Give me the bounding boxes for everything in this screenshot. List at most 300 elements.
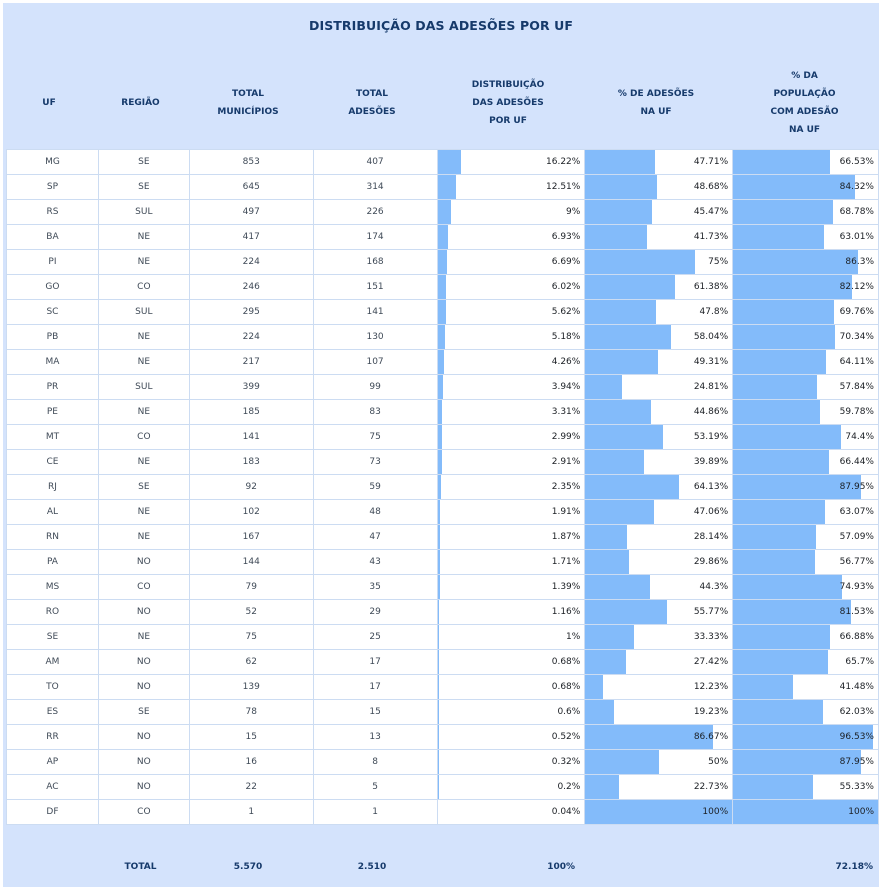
cell-uf: AM <box>7 650 99 675</box>
cell-pct-populacao <box>733 300 879 325</box>
cell-pct-populacao <box>733 450 879 475</box>
cell-pct-populacao <box>733 525 879 550</box>
column-header-uf[interactable]: UF <box>42 98 56 108</box>
pct-adesoes-bar-label: 86.67% <box>693 732 729 742</box>
cell-pct-populacao <box>733 700 879 725</box>
cell-uf: PA <box>7 550 99 575</box>
pct-adesoes-bar-label: 41.73% <box>693 232 729 242</box>
distribuicao-bar-label: 3.94% <box>551 382 581 392</box>
distribuicao-bar-label: 1.87% <box>551 532 581 542</box>
cell-regiao: NE <box>98 525 189 550</box>
cell-distribuicao <box>437 475 585 500</box>
cell-regiao: SE <box>98 150 189 175</box>
pct-populacao-bar-label: 55.33% <box>839 782 874 792</box>
pct-adesoes-bar <box>585 275 675 299</box>
pct-populacao-bar <box>733 675 793 699</box>
cell-pct-populacao <box>733 625 879 650</box>
cell-pct-populacao <box>733 725 879 750</box>
cell-pct-adesoes <box>585 775 733 800</box>
cell-pct-populacao <box>733 325 879 350</box>
cell-distribuicao <box>437 400 585 425</box>
pct-adesoes-bar <box>585 325 670 349</box>
table-row[interactable] <box>7 675 879 700</box>
distribuicao-bar-label: 4.26% <box>551 357 581 367</box>
pct-populacao-bar-label: 65.7% <box>845 657 874 667</box>
pct-adesoes-bar <box>585 450 644 474</box>
distribuicao-bar-label: 5.18% <box>551 332 581 342</box>
cell-total-adesoes: 83 <box>313 400 437 425</box>
pct-populacao-bar-label: 82.12% <box>839 282 874 292</box>
distribuicao-bar <box>438 500 441 524</box>
cell-regiao: NO <box>98 750 189 775</box>
cell-total-adesoes: 314 <box>313 175 437 200</box>
cell-regiao: NO <box>98 600 189 625</box>
column-header-pct-populacao[interactable]: % DA POPULAÇÃO COM ADESÃO NA UF <box>770 71 839 135</box>
pct-adesoes-bar-label: 48.68% <box>693 182 729 192</box>
distribuicao-bar-label: 0.2% <box>557 782 581 792</box>
cell-total-municipios: 102 <box>189 500 313 525</box>
cell-pct-adesoes <box>585 475 733 500</box>
cell-regiao: CO <box>98 575 189 600</box>
cell-uf: TO <box>7 675 99 700</box>
cell-distribuicao <box>437 650 585 675</box>
pct-adesoes-bar-label: 53.19% <box>693 432 729 442</box>
pct-adesoes-bar-label: 55.77% <box>693 607 729 617</box>
cell-total-adesoes: 174 <box>313 225 437 250</box>
pct-populacao-bar-label: 63.01% <box>839 232 874 242</box>
table-row[interactable] <box>7 325 879 350</box>
cell-total-adesoes: 59 <box>313 475 437 500</box>
distribuicao-bar-label: 6.93% <box>551 232 581 242</box>
cell-total-adesoes: 15 <box>313 700 437 725</box>
pct-populacao-bar-label: 57.84% <box>839 382 874 392</box>
pct-adesoes-bar-label: 47.8% <box>699 307 729 317</box>
cell-total-adesoes: 43 <box>313 550 437 575</box>
cell-regiao: NO <box>98 550 189 575</box>
cell-total-adesoes: 1 <box>313 800 437 825</box>
cell-total-municipios: 79 <box>189 575 313 600</box>
distribuicao-bar-label: 1.91% <box>551 507 581 517</box>
table-row[interactable] <box>7 775 879 800</box>
cell-total-municipios: 853 <box>189 150 313 175</box>
distribuicao-bar <box>438 200 451 224</box>
cell-uf: RJ <box>7 475 99 500</box>
distribuicao-bar-label: 0.04% <box>551 807 581 817</box>
cell-uf: AL <box>7 500 99 525</box>
table-row[interactable] <box>7 625 879 650</box>
data-table <box>6 149 879 825</box>
cell-distribuicao <box>437 775 585 800</box>
cell-total-municipios: 246 <box>189 275 313 300</box>
cell-total-adesoes: 168 <box>313 250 437 275</box>
cell-total-adesoes: 226 <box>313 200 437 225</box>
pct-populacao-bar-label: 56.77% <box>839 557 874 567</box>
pct-adesoes-bar <box>585 550 629 574</box>
cell-pct-adesoes <box>585 325 733 350</box>
pct-populacao-bar <box>733 300 834 324</box>
cell-pct-adesoes <box>585 550 733 575</box>
pct-populacao-bar <box>733 625 830 649</box>
pct-adesoes-bar-label: 22.73% <box>693 782 729 792</box>
cell-distribuicao <box>437 725 585 750</box>
cell-regiao: NE <box>98 500 189 525</box>
cell-distribuicao <box>437 800 585 825</box>
cell-pct-populacao <box>733 225 879 250</box>
cell-pct-populacao <box>733 350 879 375</box>
cell-pct-adesoes <box>585 250 733 275</box>
table-row[interactable] <box>7 400 879 425</box>
distribuicao-bar-label: 1.16% <box>551 607 581 617</box>
cell-total-municipios: 399 <box>189 375 313 400</box>
pct-adesoes-bar <box>585 750 658 774</box>
cell-total-municipios: 497 <box>189 200 313 225</box>
cell-uf: PR <box>7 375 99 400</box>
pct-adesoes-bar <box>585 625 634 649</box>
table-row[interactable] <box>7 350 879 375</box>
cell-distribuicao <box>437 675 585 700</box>
pct-populacao-bar-label: 87.95% <box>839 757 874 767</box>
table-row[interactable] <box>7 250 879 275</box>
pct-populacao-bar <box>733 600 851 624</box>
cell-pct-adesoes <box>585 750 733 775</box>
column-header-regiao[interactable]: REGIÃO <box>121 98 160 108</box>
cell-uf: MT <box>7 425 99 450</box>
cell-total-adesoes: 8 <box>313 750 437 775</box>
pct-adesoes-bar-label: 64.13% <box>693 482 729 492</box>
table-row[interactable] <box>7 300 879 325</box>
table-row[interactable] <box>7 575 879 600</box>
distribuicao-bar-label: 0.52% <box>551 732 581 742</box>
pct-populacao-bar <box>733 400 820 424</box>
cell-regiao: NE <box>98 350 189 375</box>
pct-populacao-bar <box>733 450 829 474</box>
distribuicao-bar <box>438 625 439 649</box>
cell-pct-adesoes <box>585 725 733 750</box>
table-row[interactable] <box>7 200 879 225</box>
distribuicao-bar-label: 0.68% <box>551 682 581 692</box>
cell-regiao: CO <box>98 800 189 825</box>
pct-adesoes-bar <box>585 425 663 449</box>
pct-adesoes-bar-label: 28.14% <box>693 532 729 542</box>
pct-populacao-bar-label: 64.11% <box>839 357 874 367</box>
pct-adesoes-bar <box>585 500 654 524</box>
pct-adesoes-bar-label: 75% <box>708 257 729 267</box>
pct-adesoes-bar-label: 19.23% <box>693 707 729 717</box>
cell-regiao: SE <box>98 475 189 500</box>
table-container <box>3 3 879 887</box>
pct-populacao-bar <box>733 275 852 299</box>
cell-regiao: SUL <box>98 300 189 325</box>
cell-total-municipios: 185 <box>189 400 313 425</box>
pct-populacao-bar-label: 41.48% <box>839 682 874 692</box>
table-row[interactable] <box>7 525 879 550</box>
table-row[interactable] <box>7 375 879 400</box>
cell-pct-adesoes <box>585 675 733 700</box>
cell-pct-adesoes <box>585 175 733 200</box>
cell-total-adesoes: 5 <box>313 775 437 800</box>
cell-pct-adesoes <box>585 575 733 600</box>
cell-regiao: NO <box>98 775 189 800</box>
pct-adesoes-bar <box>585 475 679 499</box>
pct-adesoes-bar <box>585 250 695 274</box>
cell-uf: BA <box>7 225 99 250</box>
cell-uf: AP <box>7 750 99 775</box>
pct-adesoes-bar-label: 47.71% <box>693 157 729 167</box>
table-row[interactable] <box>7 225 879 250</box>
distribuicao-bar-label: 0.68% <box>551 657 581 667</box>
cell-distribuicao <box>437 425 585 450</box>
pct-populacao-bar <box>733 500 824 524</box>
table-row[interactable] <box>7 275 879 300</box>
cell-pct-populacao <box>733 275 879 300</box>
table-row[interactable] <box>7 475 879 500</box>
pct-populacao-bar <box>733 375 817 399</box>
pct-populacao-bar-label: 86.3% <box>845 257 874 267</box>
cell-regiao: SUL <box>98 375 189 400</box>
pct-populacao-bar-label: 74.93% <box>839 582 874 592</box>
column-header-pct-adesoes[interactable]: % DE ADESÕES NA UF <box>617 89 695 117</box>
pct-populacao-bar <box>733 575 842 599</box>
cell-distribuicao <box>437 375 585 400</box>
cell-pct-adesoes <box>585 300 733 325</box>
distribuicao-bar-label: 12.51% <box>546 182 581 192</box>
pct-adesoes-bar <box>585 600 667 624</box>
cell-distribuicao <box>437 325 585 350</box>
cell-distribuicao <box>437 175 585 200</box>
pct-adesoes-bar <box>585 175 656 199</box>
pct-adesoes-bar-label: 24.81% <box>693 382 729 392</box>
cell-pct-populacao <box>733 550 879 575</box>
pct-populacao-bar-label: 81.53% <box>839 607 874 617</box>
pct-populacao-bar <box>733 425 841 449</box>
cell-regiao: NE <box>98 400 189 425</box>
pct-populacao-bar <box>733 325 835 349</box>
cell-distribuicao <box>437 550 585 575</box>
pct-adesoes-bar-label: 44.86% <box>693 407 729 417</box>
table-row[interactable] <box>7 725 879 750</box>
pct-populacao-bar-label: 68.78% <box>839 207 874 217</box>
cell-uf: RO <box>7 600 99 625</box>
pct-adesoes-bar-label: 12.23% <box>693 682 729 692</box>
pct-populacao-bar <box>733 650 828 674</box>
distribuicao-bar <box>438 675 439 699</box>
cell-total-adesoes: 407 <box>313 150 437 175</box>
pct-adesoes-bar-label: 49.31% <box>693 357 729 367</box>
pct-populacao-bar <box>733 550 815 574</box>
pct-populacao-bar-label: 66.88% <box>839 632 874 642</box>
cell-pct-adesoes <box>585 200 733 225</box>
pct-populacao-bar-label: 100% <box>848 807 874 817</box>
cell-total-municipios: 417 <box>189 225 313 250</box>
pct-populacao-bar-label: 63.07% <box>839 507 874 517</box>
cell-distribuicao <box>437 750 585 775</box>
cell-uf: AC <box>7 775 99 800</box>
table-row[interactable] <box>7 425 879 450</box>
cell-pct-populacao <box>733 375 879 400</box>
cell-uf: SP <box>7 175 99 200</box>
cell-uf: PE <box>7 400 99 425</box>
cell-distribuicao <box>437 525 585 550</box>
distribuicao-bar-label: 3.31% <box>551 407 581 417</box>
table-row[interactable] <box>7 700 879 725</box>
cell-regiao: SUL <box>98 200 189 225</box>
table-row[interactable] <box>7 500 879 525</box>
pct-adesoes-bar <box>585 575 650 599</box>
distribuicao-bar <box>438 575 440 599</box>
cell-uf: GO <box>7 275 99 300</box>
cell-total-municipios: 645 <box>189 175 313 200</box>
cell-pct-adesoes <box>585 650 733 675</box>
cell-total-adesoes: 29 <box>313 600 437 625</box>
cell-regiao: NE <box>98 450 189 475</box>
cell-pct-populacao <box>733 800 879 825</box>
cell-distribuicao <box>437 150 585 175</box>
pct-populacao-bar-label: 84.32% <box>839 182 874 192</box>
table-row[interactable] <box>7 450 879 475</box>
pct-adesoes-bar <box>585 775 618 799</box>
table-row[interactable] <box>7 550 879 575</box>
cell-regiao: NE <box>98 250 189 275</box>
cell-pct-populacao <box>733 425 879 450</box>
column-header-total-adesoes[interactable]: TOTAL ADESÕES <box>348 89 396 117</box>
cell-uf: RS <box>7 200 99 225</box>
cell-pct-adesoes <box>585 450 733 475</box>
cell-distribuicao <box>437 275 585 300</box>
cell-regiao: SE <box>98 700 189 725</box>
pct-adesoes-bar-label: 58.04% <box>693 332 729 342</box>
pct-adesoes-bar <box>585 375 621 399</box>
cell-pct-adesoes <box>585 425 733 450</box>
distribuicao-bar-label: 6.02% <box>551 282 581 292</box>
cell-total-adesoes: 107 <box>313 350 437 375</box>
cell-regiao: CO <box>98 275 189 300</box>
total-adesoes: 2.510 <box>357 862 387 872</box>
pct-populacao-bar-label: 74.4% <box>845 432 874 442</box>
cell-total-municipios: 144 <box>189 550 313 575</box>
cell-uf: RN <box>7 525 99 550</box>
cell-pct-adesoes <box>585 400 733 425</box>
cell-pct-adesoes <box>585 800 733 825</box>
cell-uf: MG <box>7 150 99 175</box>
column-header-distribuicao[interactable]: DISTRIBUIÇÃO DAS ADESÕES POR UF <box>471 80 545 126</box>
cell-uf: RR <box>7 725 99 750</box>
pct-adesoes-bar-label: 39.89% <box>693 457 729 467</box>
distribuicao-bar <box>438 275 447 299</box>
cell-regiao: NE <box>98 225 189 250</box>
cell-pct-populacao <box>733 775 879 800</box>
cell-regiao: NE <box>98 325 189 350</box>
cell-pct-populacao <box>733 575 879 600</box>
cell-total-municipios: 295 <box>189 300 313 325</box>
distribuicao-bar <box>438 375 444 399</box>
cell-total-adesoes: 75 <box>313 425 437 450</box>
cell-total-municipios: 22 <box>189 775 313 800</box>
pct-populacao-bar <box>733 225 824 249</box>
cell-total-municipios: 15 <box>189 725 313 750</box>
cell-total-adesoes: 73 <box>313 450 437 475</box>
table-row[interactable] <box>7 650 879 675</box>
pct-adesoes-bar-label: 33.33% <box>693 632 729 642</box>
cell-total-municipios: 139 <box>189 675 313 700</box>
cell-uf: ES <box>7 700 99 725</box>
cell-distribuicao <box>437 450 585 475</box>
total-distribuicao: 100% <box>547 862 575 872</box>
pct-adesoes-bar <box>585 400 651 424</box>
pct-populacao-bar-label: 69.76% <box>839 307 874 317</box>
table-row[interactable] <box>7 600 879 625</box>
cell-pct-adesoes <box>585 700 733 725</box>
cell-uf: DF <box>7 800 99 825</box>
cell-total-adesoes: 130 <box>313 325 437 350</box>
cell-regiao: NO <box>98 725 189 750</box>
cell-distribuicao <box>437 200 585 225</box>
cell-regiao: NO <box>98 675 189 700</box>
table-row[interactable] <box>7 175 879 200</box>
total-pct-populacao: 72.18% <box>835 862 873 872</box>
table-row[interactable] <box>7 750 879 775</box>
cell-total-municipios: 224 <box>189 325 313 350</box>
cell-total-municipios: 62 <box>189 650 313 675</box>
distribuicao-bar-label: 16.22% <box>546 157 581 167</box>
cell-total-adesoes: 25 <box>313 625 437 650</box>
cell-total-adesoes: 17 <box>313 650 437 675</box>
pct-populacao-bar <box>733 775 813 799</box>
distribuicao-bar <box>438 250 448 274</box>
cell-uf: MA <box>7 350 99 375</box>
pct-adesoes-bar <box>585 150 655 174</box>
cell-pct-populacao <box>733 750 879 775</box>
cell-total-municipios: 224 <box>189 250 313 275</box>
cell-pct-populacao <box>733 600 879 625</box>
cell-distribuicao <box>437 700 585 725</box>
column-header-total-municipios[interactable]: TOTAL MUNICÍPIOS <box>217 89 279 117</box>
cell-pct-populacao <box>733 675 879 700</box>
pct-populacao-bar-label: 62.03% <box>839 707 874 717</box>
cell-total-adesoes: 99 <box>313 375 437 400</box>
pct-populacao-bar-label: 96.53% <box>839 732 874 742</box>
distribuicao-bar-label: 1% <box>566 632 581 642</box>
distribuicao-bar <box>438 150 462 174</box>
cell-pct-adesoes <box>585 150 733 175</box>
distribuicao-bar <box>438 350 444 374</box>
table-row[interactable] <box>7 150 879 175</box>
cell-pct-adesoes <box>585 375 733 400</box>
cell-pct-adesoes <box>585 625 733 650</box>
cell-pct-populacao <box>733 150 879 175</box>
pct-adesoes-bar-label: 61.38% <box>693 282 729 292</box>
distribuicao-bar <box>438 650 439 674</box>
pct-adesoes-bar-label: 29.86% <box>693 557 729 567</box>
pct-populacao-bar-label: 87.95% <box>839 482 874 492</box>
cell-distribuicao <box>437 500 585 525</box>
distribuicao-bar-label: 6.69% <box>551 257 581 267</box>
cell-total-municipios: 183 <box>189 450 313 475</box>
distribuicao-bar-label: 2.99% <box>551 432 581 442</box>
pct-adesoes-bar-label: 27.42% <box>693 657 729 667</box>
pct-adesoes-bar <box>585 525 626 549</box>
pct-populacao-bar-label: 66.44% <box>839 457 874 467</box>
pct-populacao-bar-label: 70.34% <box>839 332 874 342</box>
cell-total-adesoes: 48 <box>313 500 437 525</box>
cell-total-municipios: 75 <box>189 625 313 650</box>
cell-regiao: CO <box>98 425 189 450</box>
distribuicao-bar <box>438 325 446 349</box>
table-row[interactable] <box>7 800 879 825</box>
pct-populacao-bar <box>733 150 829 174</box>
total-label: TOTAL <box>124 862 157 872</box>
cell-total-adesoes: 35 <box>313 575 437 600</box>
cell-total-municipios: 16 <box>189 750 313 775</box>
